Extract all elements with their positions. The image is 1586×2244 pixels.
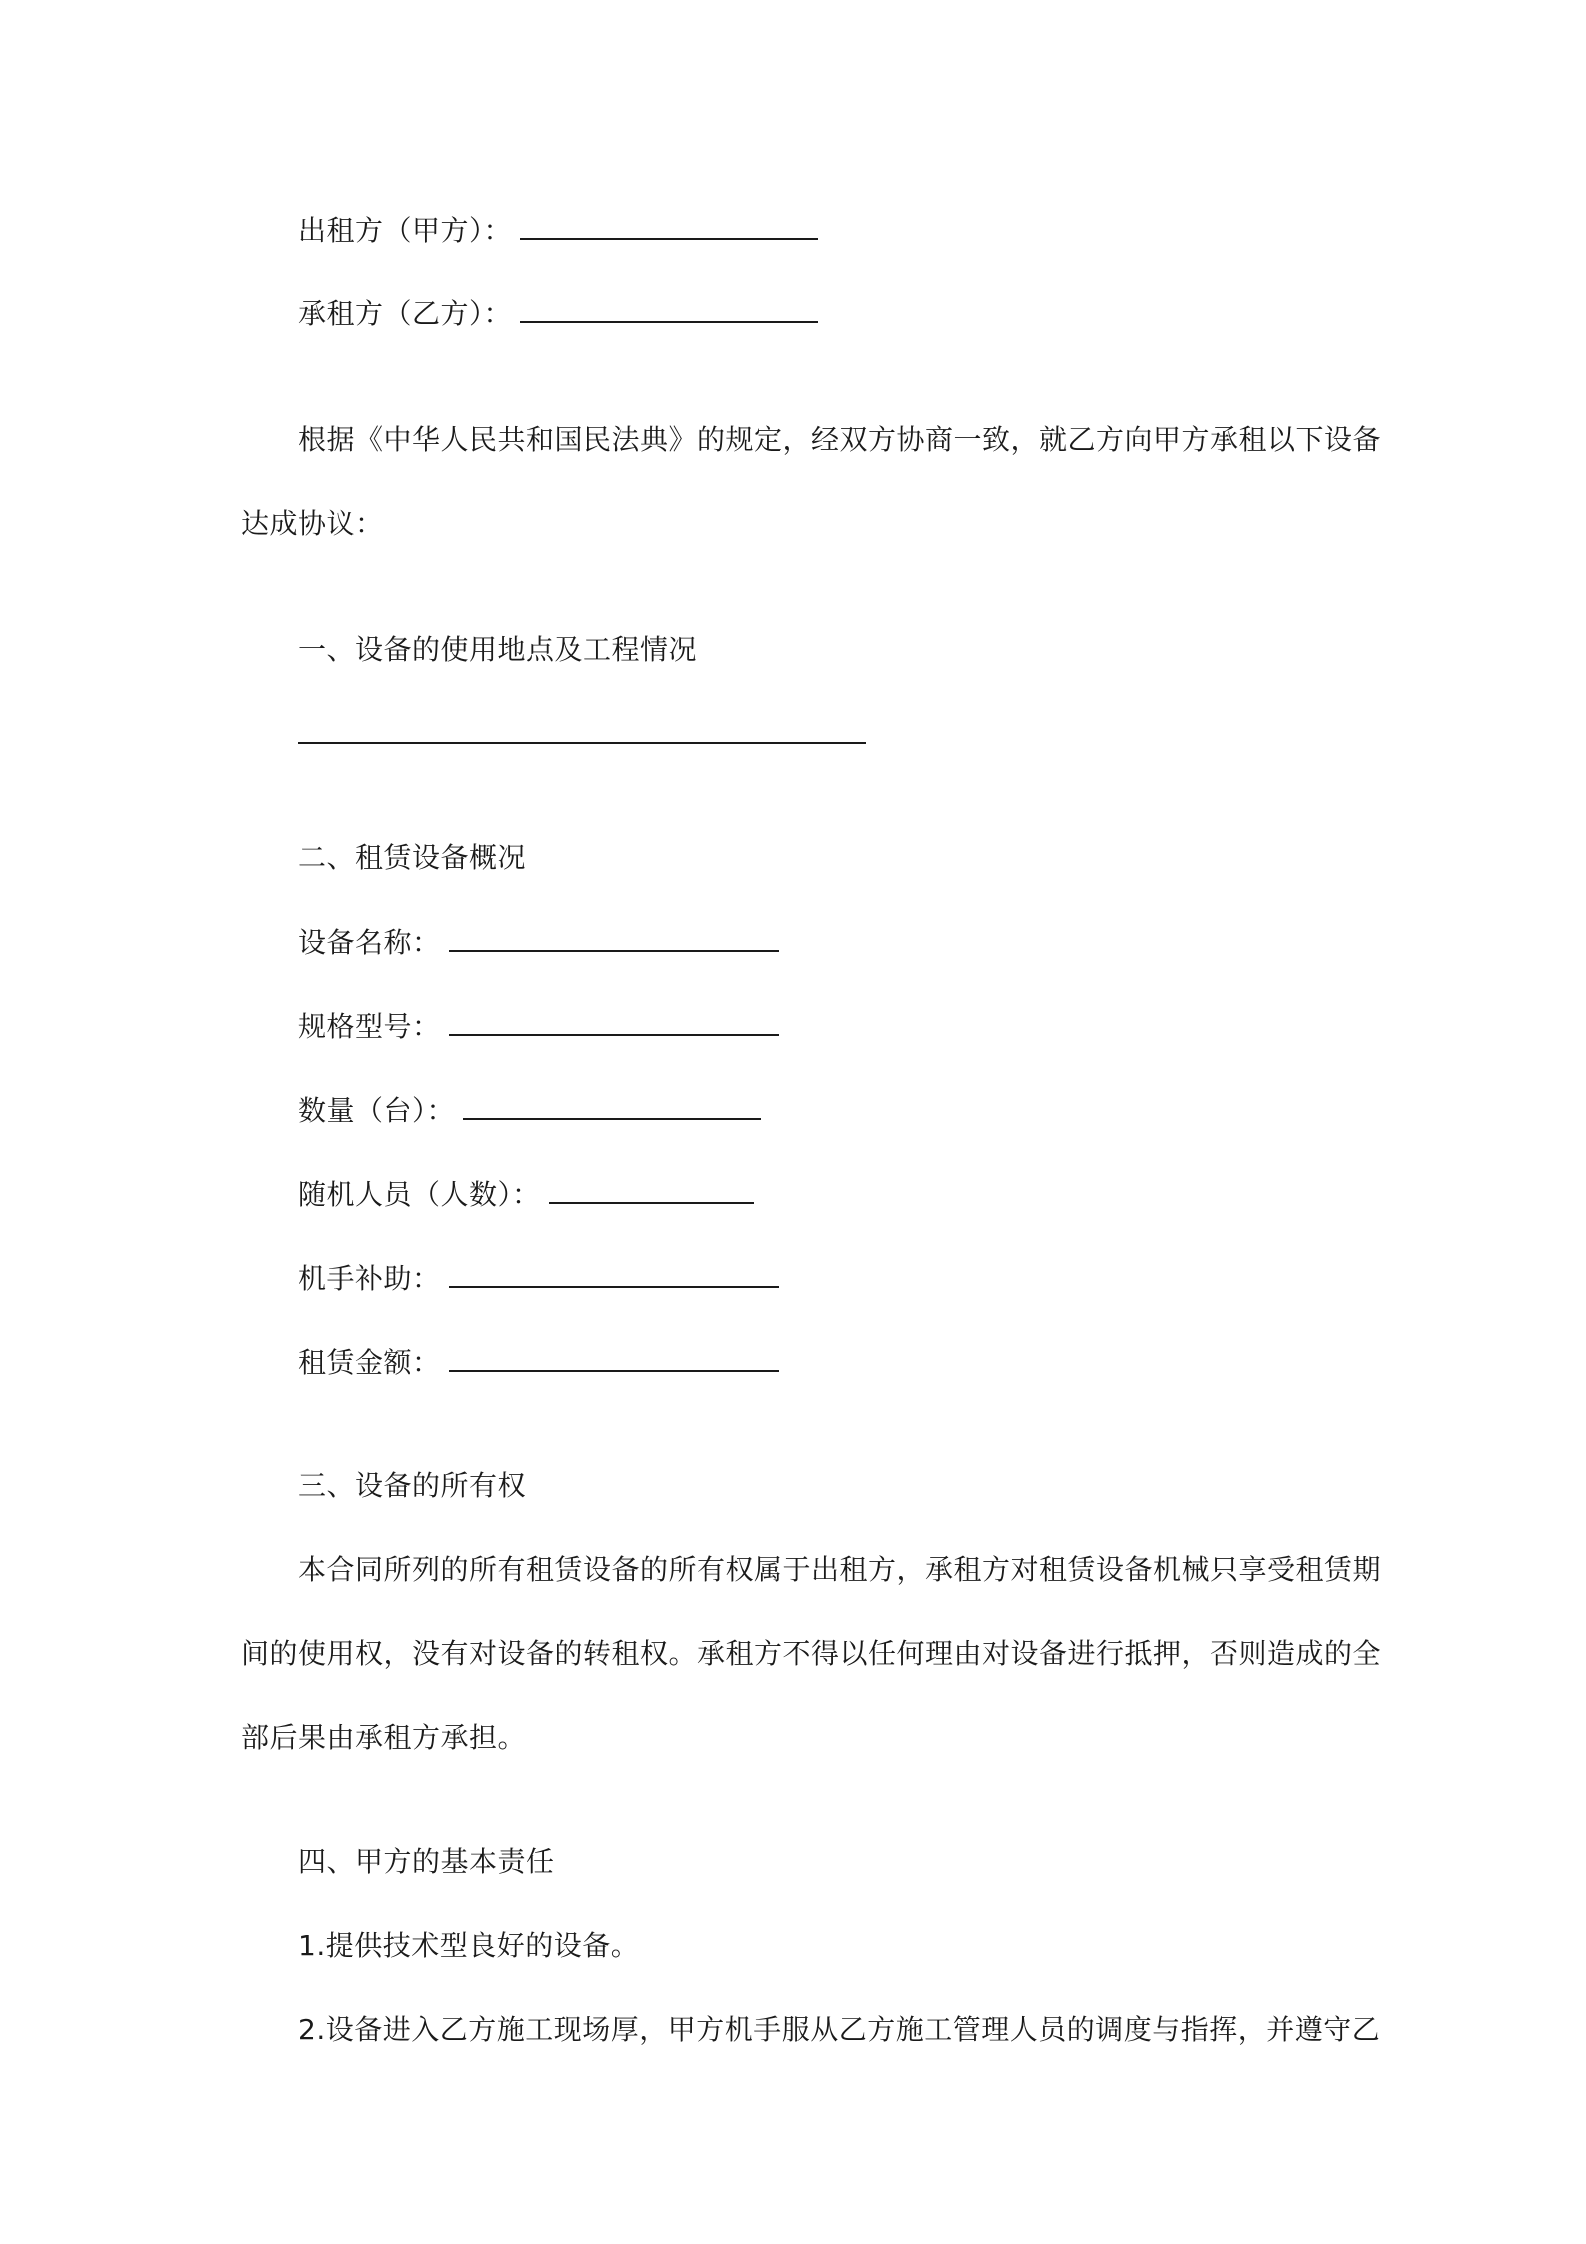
lessor-blank[interactable] [520,210,818,240]
operator-subsidy-row [298,1258,779,1299]
operator-subsidy-blank[interactable] [449,1258,779,1288]
section1-blank-row [298,714,866,755]
field-label: 规格型号： [298,1010,441,1043]
quantity-row [298,1090,761,1131]
equipment-name-blank[interactable] [449,922,779,952]
field-label: 租赁金额： [298,1346,441,1379]
lessor-row [298,210,818,251]
intro-line-2: 达成协议： [241,507,384,540]
intro-line-1: 根据《中华人民共和国民法典》的规定，经双方协商一致，就乙方向甲方承租以下设备 [298,423,1382,456]
section4-item-2: 2.设备进入乙方施工现场厚，甲方机手服从乙方施工管理人员的调度与指挥，并遵守乙 [298,2013,1381,2046]
lessee-blank[interactable] [520,293,818,323]
equipment-name-row [298,922,779,963]
location-blank[interactable] [298,714,866,744]
rental-amount-blank[interactable] [449,1342,779,1372]
field-label: 设备名称： [298,926,441,959]
section4-item-1: 1.提供技术型良好的设备。 [298,1929,640,1962]
spec-model-blank[interactable] [449,1006,779,1036]
staff-row [298,1174,754,1215]
lessee-label: 承租方（乙方）： [298,297,513,330]
section1-heading: 一、设备的使用地点及工程情况 [298,633,698,666]
section3-line-2: 间的使用权，没有对设备的转租权。承租方不得以任何理由对设备进行抵押，否则造成的全 [241,1637,1382,1670]
rental-amount-row [298,1342,779,1383]
section4-heading: 四、甲方的基本责任 [298,1845,555,1878]
spec-model-row [298,1006,779,1047]
field-label: 机手补助： [298,1262,441,1295]
section3-line-1: 本合同所列的所有租赁设备的所有权属于出租方，承租方对租赁设备机械只享受租赁期 [298,1553,1382,1586]
field-label: 随机人员（人数）： [298,1178,541,1211]
section2-heading: 二、租赁设备概况 [298,841,527,874]
section3-heading: 三、设备的所有权 [298,1469,527,1502]
field-label: 数量（台）： [298,1094,456,1127]
section3-line-3: 部后果由承租方承担。 [241,1721,527,1754]
lessor-label: 出租方（甲方）： [298,214,513,247]
staff-blank[interactable] [549,1174,754,1204]
quantity-blank[interactable] [463,1090,761,1120]
lessee-row [298,293,818,334]
